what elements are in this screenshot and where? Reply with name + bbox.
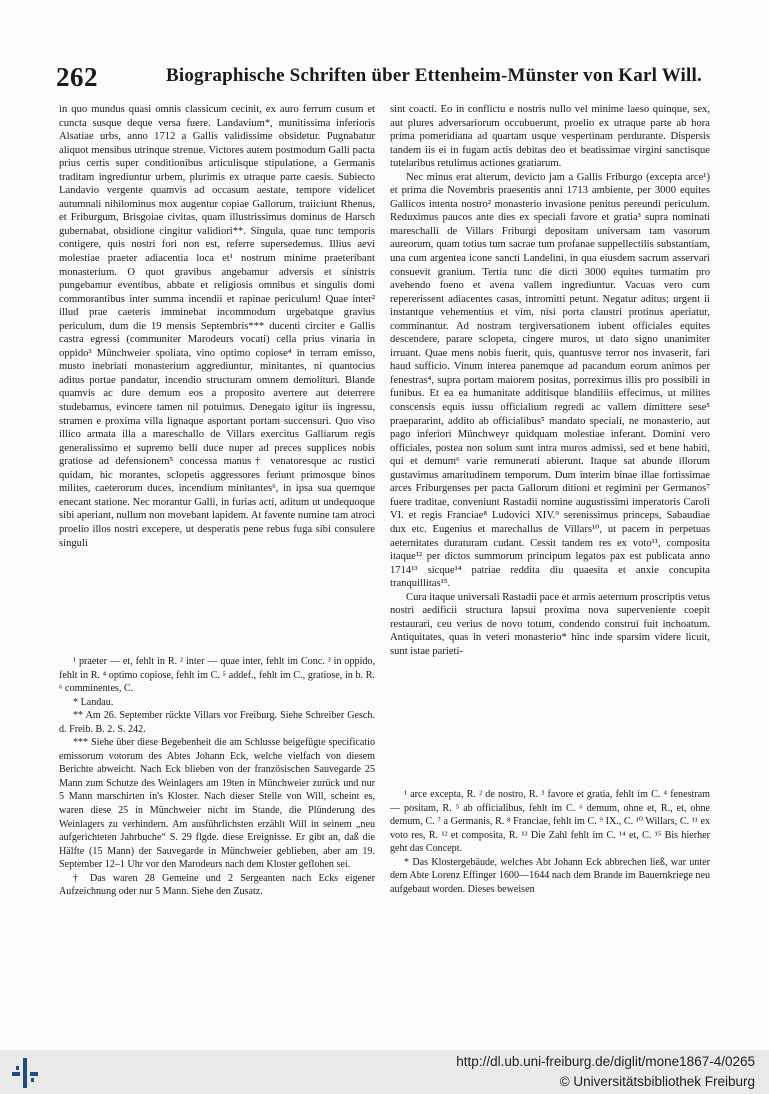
page-number: 262 — [56, 62, 98, 92]
footnote-dagger: † Das waren 28 Gemeine und 2 Sergeanten nach Ecks eigener Aufzeichnung oder nur 5 Mann. Siehe den Zusatz. — [59, 872, 375, 898]
footer-url-link[interactable]: http://dl.ub.uni-freiburg.de/diglit/mone1867-4/0265 — [456, 1054, 755, 1069]
right-paragraph-3: Cura itaque universali Rastadii pace et armis aeternum proscriptis vetus nostri aedificii structura lapsui proxima nova superveniente coepit restaurari, ceu verius de novo totum, condendo construi fuit inchoatum. Antiquitates, quas in veteri monasterio* hinc inde sparsim videre licuit, sunt istae parieti- — [390, 591, 710, 657]
footnote-variants-right: ¹ arce excepta, R. ² de nostro, R. ³ favore et gratia, fehlt im C. ⁴ fenestram — positam, R. ⁵ ab officialibus, fehlt im C. ⁶ demum, ohne et, R., et, ohne demum, C. ⁷ a Germanis, R. ⁸ Franciae, fehlt im C. ⁹ IX., C. ¹⁰ Willars, C. ¹¹ ex voto res, R. ¹² et composita, R. ¹³ Die Zahl fehlt im C. ¹⁴ et, C. ¹⁵ Bis hierher geht das Concept. — [390, 789, 710, 855]
ub-freiburg-logo-icon[interactable] — [10, 1056, 40, 1090]
left-footnotes — [59, 655, 375, 899]
running-title: Biographische Schriften über Ettenheim-Münster von Karl Will. — [166, 65, 702, 86]
right-paragraph-1: sint coacti. Eo in conflictu e nostris nullo vel minime laeso quinque, sex, aut plures adversariorum occubuerunt, proelio ex utraque parte ab hora prima pomeridiana ad quartam usque vespertinam perdurante. Dispersis tandem iis ei in fugam actis debitas deo et beatissimae virgini sanctisque tutelaribus retulimus actiones gratiarum. — [390, 104, 710, 170]
footnote-double-star: ** Am 26. September rückte Villars vor Freiburg. Siehe Schreiber Gesch. d. Freib. B. 2. S. 242. — [59, 710, 375, 735]
left-paragraph: in quo mundus quasi omnis classicum cecinit, ex auro ferrum cusum et cuncta susque deque versa fuere. Landavium*, munitissima inferioris Alsatiae urbs, anno 1712 a Gallis validissime obsidetur. Pugnabatur aliquot mensibus utrinque strenue. Victores autem postmodum Galli pacta prius certis super conditionibus articulisque stipulatione, a Germanis traditam ingrediuntur urbem, plurimis ex utraque parte caesis. Subiecto Landavio vergente quamvis ad occasum aestate, tempore videlicet autumnali nihilominus mox augentur copiae Gallorum, traiiciunt Rhenus, et Friburgum, Brisgoiae civitas, quam illustrissimus dominus de Harsch gubernabat, obsidione cingitur validiori**. Singula, quae tunc temporis contigere, quis nostri fori non est, referre supersedemus. Illius aevi molestiae praeter adiacentia loca et¹ nostrum minime praeteribant monasterium. O quot gravibus angebamur adversis et sinistris pungebamur eventibus, abbate et religiosis omnibus et singulis domi commorantibus inter summa incendii et rapinae periculum! Quae inter² illud prae caeteris imminebat incommodum urgebatque gravius periculum, dum die 19 mensis Septembris*** ducenti circiter e Gallis castra egressi (communiter Marodeurs vocati) cella prius vinaria in oppido³ Münchweier spoliata, vino optimo copiose⁴ in terram emisso, musto inebriati monasterium aggrediuntur, minitantes, ni quantocius aditus portae pandatur, incendio structuram omnem demoliturі. Blande quamvis ac dure demum eos a proposito avertere aut deterrere studebamus, evincere tamen nil potuimus. Denegato igitur iis ingressu, stramen e proxima villa lignaque asportant portam succensuri. Quo viso illico armata illa a mareschallo de Villars exercitus Galliarum regis generalissimo et supremo belli duce nuper ad preces supplices nobis gratiose ad defensionem⁵ concessa manus† venatoresque ac rustici quidam, hic morantes, sclopetis aggressores feriunt primosque binos milites, caeterorum duces, incendium minitantes⁶, in ipsa sua quemque enecant statione. Nec morantur Galli, in furias acti, aditum ut undequoque sibi aperiant, nullum non movebant lapidem. At favente numine tam atroci proelio illos nostri excepere, ut desperatis pene rebus fuga sibi consulere singuli — [59, 104, 375, 549]
right-paragraph-2: Nec minus erat alterum, devicto jam a Gallis Friburgo (excepta arce¹) et prima die Novembris praesentis anni 1713 ambiente, per 3000 equites Gallicos intenta nostro² monasterio invasione penitus pereundi periculum. Reduximus paucos ante dies ex speciali favore et gratia³ supra nominati mareschalli de Villars Friburgi depositam universam tam vasorum aureorum, quam totius tum sacrae tum profanae suppellectilis substantiam, una cum argentea icone sancti Landelini, in qua eiusdem sacrum asservari consuevit granium. Tertia tunc die dicti 3000 equites turmatim pro avehendo foeno et avena vallem ingrediuntur. Vacuas vero cum repererissent adiacentes casas, intromitti petunt. Negatur aditus; urgent ii instantque vehementius et vim, nisi porta claustri protinus aperiatur, comminantur. Ad nostram tergiversationem iubent officiales equites descendere, parare sclopeta, cingere muros, ut dato signo unanimiter irruant. Quae mens nobis fuerit, quis, quantusve terror nos invaserit, fari haud sufficio. Vinum interea panemque ad pacandum eorum animos per fenestras⁴, supra portam maiorem positas, porreximus illis pro possibili in funibus. Et ea ea humanitate additisque blandiliis effecimus, ut milites conscensis equis iussu officialium regredi ac vallem dimittere sese⁵ praepararint, addito ab officialibus⁵ mandato speciali, ne monasterio, aut pago inferiori Münchweyr quidquam molestiae inferant. Domini vero officiales, postea non solum sunt intra muros admissi, sed et bene habiti, qui et demum⁶ varie remunerati abierunt. Itaque sat abunde illorum gustavimus amaritudinem temporum. Dum interim binae illae fortissimae arces Friburgenses per pacta Gallorum ditioni et regimini per Germanos⁷ fuere traditae, conveniunt Rastadii nomine augustissimi imperatoris Caroli VI. et regis Franciae⁸ Ludovici XIV.⁹ serenissimus princeps, Sabaudiae dux etc. Eugenius et marechallus de Villars¹⁰, ut pacem in perpetuas aeternitates duraturam cudant. Cessit tandem res ex voto¹¹, composita itaque¹² per dictos summorum principum legatos pax est publicata anno 1714¹³ sicque¹⁴ patriae reddita diu quaesita et anxie concupita tranquillitas¹⁵. — [390, 171, 710, 590]
footer-copyright: © Universitätsbibliothek Freiburg — [559, 1074, 755, 1089]
right-text-column — [390, 103, 710, 658]
footnote-star: * Landau. — [73, 696, 114, 708]
footnote-triple-star: *** Siehe über diese Begebenheit die am Schlusse beigefügte specificatio emissorum votorum des Abtes Johann Eck, welche vielfach von diesem Berichte abweicht. Nach Eck blieben von der französischen Sauvegarde 25 Mann zum Schutze des Weinlagers am 19ten in Münchweier zurück und nur 5 Mann marschirten in's Kloster. Nach dieser Stelle von Will, scheint es, waren diese 25 in Münchweier nicht im Stande, die Plünderung des Weinlagers zu verhindern. Am ausführlichsten erzählt Will in seinem „neu aufgerichteten Jahrbuche“ S. 29 flgde. diese Ereignisse. Er gibt an, daß die Hälfte (15 Mann) der Sauvegarde in Münchweier geblieben, aber am 19. September 12–1 Uhr vor den Marodeurs nach dem Kloster geflohen sei. — [59, 737, 375, 871]
footnote-variants-left: ¹ praeter — et, fehlt in R. ² inter — quae inter, fehlt im Conc. ³ in oppido, fehlt in R. ⁴ optimo copiose, fehlt im C. ⁵ addef., fehlt im C., gratiose, in b. R. ⁶ comminentes, C. — [59, 656, 375, 695]
right-footnotes — [390, 788, 710, 896]
page-header — [56, 62, 716, 96]
footnote-star-right: * Das Klostergebäude, welches Abt Johann Eck abbrechen ließ, war unter dem Abte Lorenz Effinger 1600—1644 nach dem Brande im Bauernkriege neu aufgebaut worden. Dieses beweisen — [390, 856, 710, 895]
left-text-column — [59, 103, 375, 550]
